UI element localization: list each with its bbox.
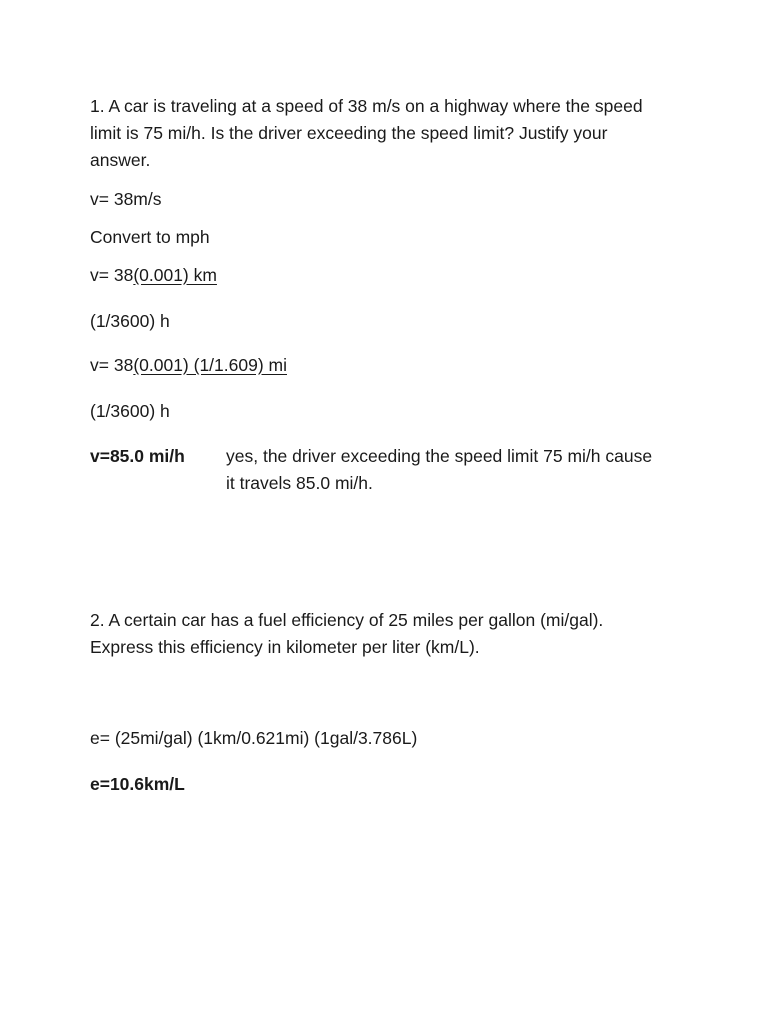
q1-step2-numerator [90, 352, 287, 378]
q1-step2-prefix: v= 38 [90, 355, 134, 375]
q1-step1-denominator: (1/3600) h [90, 311, 170, 331]
q1-step1-numerator [90, 262, 217, 288]
q1-convert-label: Convert to mph [90, 227, 210, 247]
q1-question-line-3: answer. [90, 150, 151, 170]
q1-step2-underlined: (0.001) (1/1.609) mi [133, 355, 287, 375]
q1-step1-prefix: v= 38 [90, 265, 134, 285]
q1-step1-underlined: (0.001) km [133, 265, 217, 285]
q2-question-line-2: Express this efficiency in kilometer per liter (km/L). [90, 637, 480, 657]
q2-question-line-1: 2. A certain car has a fuel efficiency of 25 miles per gallon (mi/gal). [90, 610, 604, 630]
q1-answer-line-2: it travels 85.0 mi/h. [226, 473, 373, 493]
q1-question-line-2: limit is 75 mi/h. Is the driver exceeding the speed limit? Justify your [90, 123, 608, 143]
q1-answer-line-1: yes, the driver exceeding the speed limit 75 mi/h cause [226, 446, 653, 466]
q1-question-line-1: 1. A car is traveling at a speed of 38 m/s on a highway where the speed [90, 96, 643, 116]
q2-equation: e= (25mi/gal) (1km/0.621mi) (1gal/3.786L) [90, 728, 418, 748]
q2-result: e=10.6km/L [90, 774, 185, 794]
q1-given: v= 38m/s [90, 189, 162, 209]
q1-step2-denominator: (1/3600) h [90, 401, 170, 421]
q1-result: v=85.0 mi/h [90, 446, 185, 466]
